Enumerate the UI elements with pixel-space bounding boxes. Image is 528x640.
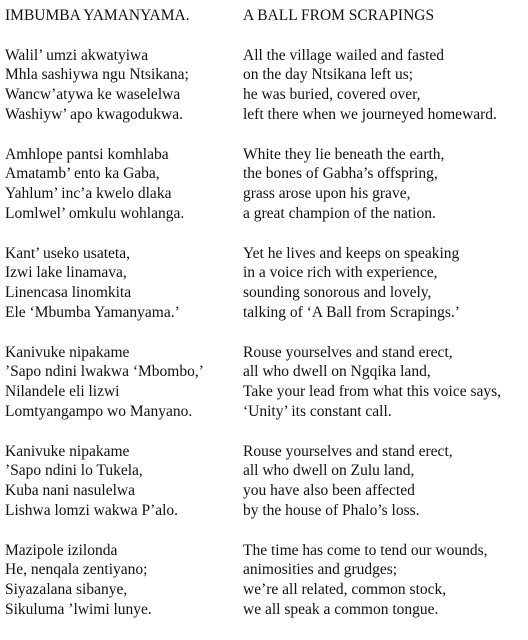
poem-line: on the day Ntsikana left us; [243,66,414,84]
poem-line: all who dwell on Ngqika land, [243,363,431,381]
poem-line: ’Sapo ndini lwakwa ‘Mbombo,’ [5,363,204,381]
poem-line: ‘Unity’ its constant call. [243,402,392,420]
poem-line: Rouse yourselves and stand erect, [243,442,453,460]
poem-line: Izwi lake linamava, [5,264,127,282]
poem-line: ’Sapo ndini lo Tukela, [5,462,143,480]
poem-line: Lishwa lomzi wakwa P’alo. [5,501,179,519]
poem-line: we’re all related, common stock, [243,581,447,599]
poem-line: you have also been affected [243,482,415,500]
xhosa-stanza [5,541,235,620]
poem-line: sounding sonorous and lovely, [243,284,432,302]
poem-line: Linencasa linomkita [5,284,132,302]
poem-line: All the village wailed and fasted [243,46,445,64]
poem-line: Nilandele eli lizwi [5,383,120,401]
english-stanza [243,46,528,125]
poem-line: Mazipole izilonda [5,541,118,559]
poem-line: He, nenqala zentiyano; [5,561,148,579]
poem-line: Lomtyangampo wo Manyano. [5,402,193,420]
poem-line: Amatamb’ ento ka Gaba, [5,165,160,183]
poem-line: White they lie beneath the earth, [243,145,445,163]
poem-line: Sikuluma ’lwimi lunye. [5,600,152,618]
english-stanza [243,244,528,323]
poem-line: in a voice rich with experience, [243,264,438,282]
english-stanza [243,442,528,521]
xhosa-stanza [5,145,235,224]
poem-line: the bones of Gabha’s offspring, [243,165,438,183]
english-title: A BALL FROM SCRAPINGS [243,7,435,24]
poem-line: all who dwell on Zulu land, [243,462,415,480]
poem-line: a great champion of the nation. [243,204,436,222]
xhosa-stanza [5,46,235,125]
poem-line: Yet he lives and keeps on speaking [243,244,460,262]
poem-line: Kuba nani nasulelwa [5,482,135,500]
poem-line: grass arose upon his grave, [243,185,411,203]
poem-line: Ele ‘Mbumba Yamanyama.’ [5,303,180,321]
xhosa-title: IMBUMBA YAMANYAMA. [5,7,190,24]
xhosa-stanza [5,442,235,521]
poem-line: Siyazalana sibanye, [5,581,128,599]
poem-line: he was buried, covered over, [243,86,421,104]
poem-line: Kanivuke nipakame [5,442,130,460]
poem-line: Mhla sashiywa ngu Ntsikana; [5,66,189,84]
poem-line: Kant’ useko usateta, [5,244,130,262]
poem-line: The time has come to tend our wounds, [243,541,488,559]
poem-line: Walil’ umzi akwatyiwa [5,46,149,64]
poem-line: by the house of Phalo’s loss. [243,501,420,519]
xhosa-stanza [5,244,235,323]
poem-line: Rouse yourselves and stand erect, [243,343,453,361]
english-stanza [243,145,528,224]
xhosa-stanza [5,343,235,422]
poem-line: Washiyw’ apo kwagodukwa. [5,105,183,123]
poem-line: Amhlope pantsi komhlaba [5,145,169,163]
english-column [243,6,528,640]
poem-line: talking of ‘A Ball from Scrapings.’ [243,303,460,321]
poem-line: Wancw’atywa ke waselelwa [5,86,181,104]
english-stanza [243,343,528,422]
poem-line: left there when we journeyed homeward. [243,105,497,123]
xhosa-column [5,6,235,640]
english-stanza [243,541,528,620]
poem-line: we all speak a common tongue. [243,600,439,618]
poem-line: Lomlwel’ omkulu wohlanga. [5,204,185,222]
poem-line: animosities and grudges; [243,561,398,579]
poem-line: Take your lead from what this voice says, [243,383,502,401]
poem-line: Kanivuke nipakame [5,343,130,361]
poem-line: Yahlum’ inc’a kwelo dlaka [5,185,172,203]
